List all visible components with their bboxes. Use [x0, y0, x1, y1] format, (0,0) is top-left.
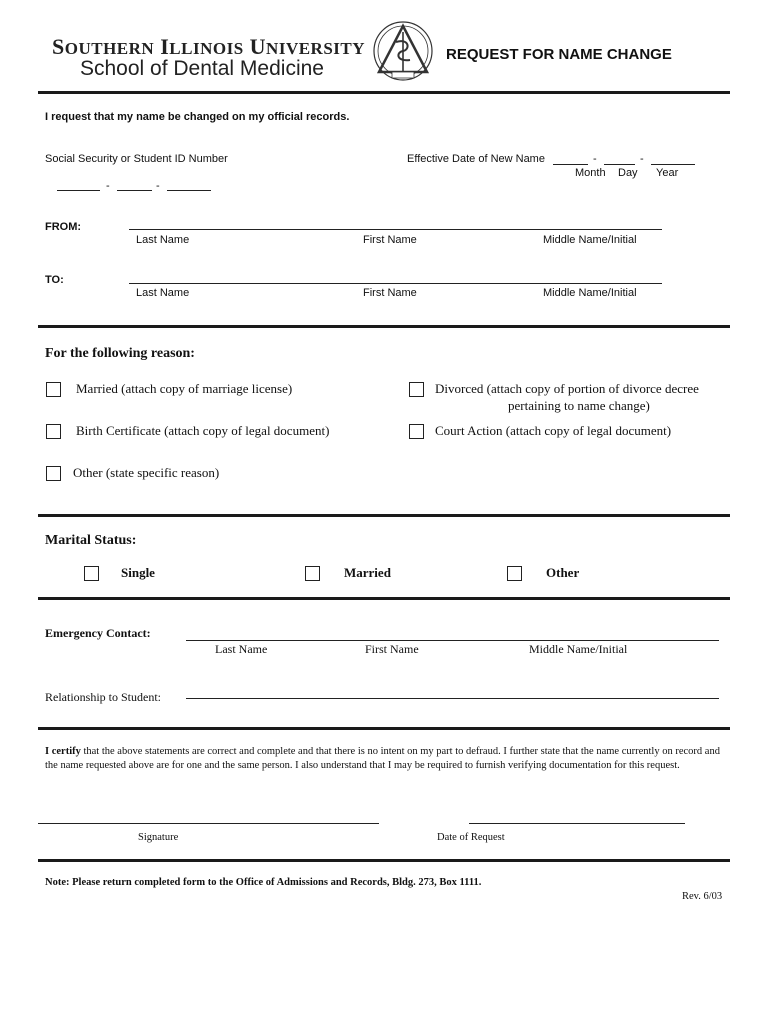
court-action-checkbox[interactable]	[409, 424, 424, 439]
date-of-request-field[interactable]	[469, 823, 685, 824]
other-marital-checkbox[interactable]	[507, 566, 522, 581]
ssn-field-3[interactable]	[167, 190, 211, 191]
divorced-reason-label-cont: pertaining to name change)	[508, 398, 650, 413]
revision-label: Rev. 6/03	[682, 891, 723, 902]
from-first-name-label: First Name	[363, 234, 417, 246]
from-label: FROM:	[45, 221, 82, 233]
other-reason-checkbox[interactable]	[46, 466, 61, 481]
form-title: REQUEST FOR NAME CHANGE	[446, 46, 672, 63]
divorced-reason-label: Divorced (attach copy of portion of divorce decree	[435, 381, 699, 396]
month-label: Month	[575, 167, 606, 179]
from-name-field[interactable]	[129, 229, 662, 230]
divider	[38, 597, 730, 600]
effective-year-field[interactable]	[651, 164, 695, 165]
court-action-label: Court Action (attach copy of legal document)	[435, 423, 672, 438]
university-name: SOUTHERN ILLINOIS UNIVERSITY	[52, 34, 366, 59]
to-last-name-label: Last Name	[136, 287, 190, 299]
return-note: Note: Please return completed form to the Office of Admissions and Records, Bldg. 273, Box 1111.	[45, 877, 482, 888]
date-of-request-label: Date of Request	[437, 832, 505, 843]
married-reason-label: Married (attach copy of marriage license)	[76, 381, 293, 396]
birth-certificate-checkbox[interactable]	[46, 424, 61, 439]
single-checkbox[interactable]	[84, 566, 99, 581]
emergency-contact-label: Emergency Contact:	[45, 626, 151, 640]
effective-date-label: Effective Date of New Name	[407, 153, 545, 165]
certification-text: I certify that the above statements are correct and complete and that there is no intent on my part to defraud. I further state that the name currently on record and the name requested above are for one and the same person. I also understand that I may be required to furnish verifying documentation for this request.	[45, 746, 720, 771]
divider	[38, 325, 730, 328]
date-dash: -	[593, 153, 597, 165]
intro-text: I request that my name be changed on my official records.	[45, 111, 350, 123]
ssn-dash: -	[156, 180, 160, 192]
from-last-name-label: Last Name	[136, 234, 190, 246]
divorced-reason-checkbox[interactable]	[409, 382, 424, 397]
ssn-field-2[interactable]	[117, 190, 152, 191]
birth-certificate-label: Birth Certificate (attach copy of legal document)	[76, 423, 330, 438]
to-first-name-label: First Name	[363, 287, 417, 299]
emergency-last-name-label: Last Name	[215, 642, 268, 656]
emergency-first-name-label: First Name	[365, 642, 419, 656]
effective-month-field[interactable]	[553, 164, 588, 165]
divider	[38, 859, 730, 862]
signature-field[interactable]	[38, 823, 379, 824]
signature-label: Signature	[138, 832, 179, 843]
from-middle-name-label: Middle Name/Initial	[543, 234, 637, 246]
divider	[38, 727, 730, 730]
married-label: Married	[344, 565, 391, 580]
ssn-dash: -	[106, 180, 110, 192]
date-dash: -	[640, 153, 644, 165]
relationship-field[interactable]	[186, 698, 719, 699]
married-reason-checkbox[interactable]	[46, 382, 61, 397]
ssn-field-1[interactable]	[57, 190, 100, 191]
school-name: School of Dental Medicine	[80, 57, 324, 80]
married-checkbox[interactable]	[305, 566, 320, 581]
ssn-label: Social Security or Student ID Number	[45, 153, 228, 165]
effective-day-field[interactable]	[604, 164, 635, 165]
to-middle-name-label: Middle Name/Initial	[543, 287, 637, 299]
to-label: TO:	[45, 274, 64, 286]
relationship-label: Relationship to Student:	[45, 690, 161, 704]
dental-school-logo-icon	[372, 20, 434, 82]
emergency-contact-field[interactable]	[186, 640, 719, 641]
divider	[38, 91, 730, 94]
day-label: Day	[618, 167, 638, 179]
single-label: Single	[121, 565, 155, 580]
divider	[38, 514, 730, 517]
marital-status-heading: Marital Status:	[45, 533, 137, 548]
other-marital-label: Other	[546, 565, 580, 580]
year-label: Year	[656, 167, 679, 179]
reason-heading: For the following reason:	[45, 346, 195, 361]
other-reason-label: Other (state specific reason)	[73, 465, 220, 480]
emergency-middle-name-label: Middle Name/Initial	[529, 642, 628, 656]
to-name-field[interactable]	[129, 283, 662, 284]
